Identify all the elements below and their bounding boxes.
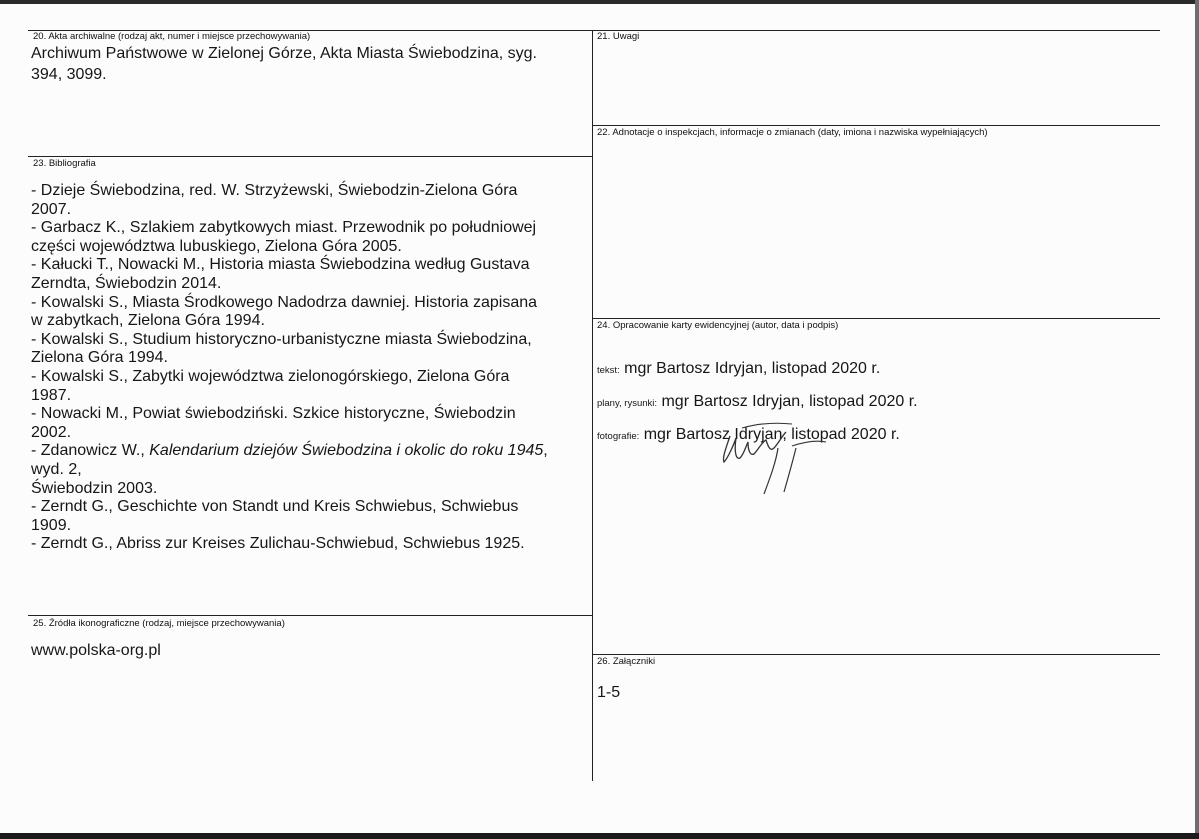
zdanowicz-prefix: - Zdanowicz W., — [31, 442, 150, 460]
scan-edge-top — [0, 0, 1199, 4]
bibliography-line: 2007. — [31, 200, 72, 218]
author-row-value: mgr Bartosz Idryjan, listopad 2020 r. — [624, 360, 881, 377]
bibliography-line: w zabytkach, Zielona Góra 1994. — [31, 312, 265, 330]
author-row-tekst — [597, 360, 880, 378]
bibliography-line: - Kowalski S., Zabytki województwa zielonogórskiego, Zielona Góra — [31, 367, 510, 385]
bibliography-line: - Zerndt G., Geschichte von Standt und Kreis Schwiebus, Schwiebus — [31, 498, 519, 516]
author-row-prefix: plany, rysunki: — [597, 398, 658, 409]
author-row-prefix: tekst: — [597, 365, 620, 376]
bibliography-line: 1987. — [31, 386, 72, 404]
scan-edge-right — [1195, 0, 1199, 839]
bibliography-line: wyd. 2, — [31, 460, 82, 478]
section-20-line: Archiwum Państwowe w Zielonej Górze, Akta Miasta Świebodzina, syg. — [31, 45, 537, 62]
section-21-label: 21. Uwagi — [597, 31, 640, 42]
section-22-label: 22. Adnotacje o inspekcjach, informacje o zmianach (daty, imiona i nazwiska wypełniających) — [597, 127, 988, 138]
bibliography-line: 2002. — [31, 423, 72, 441]
section-20-content — [31, 44, 591, 85]
zdanowicz-suffix: , — [543, 442, 548, 460]
section-20-label: 20. Akta archiwalne (rodzaj akt, numer i miejsce przechowywania) — [33, 31, 311, 42]
scan-edge-bottom — [0, 833, 1199, 839]
author-row-prefix: fotografie: — [597, 431, 640, 442]
bibliography-line: 1909. — [31, 516, 72, 534]
section-23-label: 23. Bibliografia — [33, 158, 96, 169]
bibliography-line: Zerndta, Świebodzin 2014. — [31, 274, 222, 292]
divider-s23 — [28, 156, 592, 157]
section-20-line: 394, 3099. — [31, 65, 107, 83]
bibliography-line: - Nowacki M., Powiat świebodziński. Szkice historyczne, Świebodzin — [31, 405, 516, 423]
handwritten-signature — [712, 418, 832, 498]
section-25-value: www.polska-org.pl — [31, 642, 161, 659]
bibliography-line: - Kowalski S., Miasta Środkowego Nadodrza dawniej. Historia zapisana — [31, 293, 538, 311]
bibliography-line: Zielona Góra 1994. — [31, 349, 168, 367]
center-divider — [592, 30, 593, 781]
section-26-label: 26. Załączniki — [597, 656, 656, 667]
bibliography-line-zdanowicz — [31, 442, 591, 461]
author-row-value: mgr Bartosz Idryjan, listopad 2020 r. — [643, 426, 900, 443]
bibliography-line: - Garbacz K., Szlakiem zabytkowych miast. Przewodnik po południowej — [31, 219, 537, 237]
bibliography-line: - Dzieje Świebodzina, red. W. Strzyżewski, Świebodzin-Zielona Góra — [31, 182, 518, 199]
bibliography-line: części województwa lubuskiego, Zielona Góra 2005. — [31, 237, 402, 255]
bibliography-line: Świebodzin 2003. — [31, 479, 158, 497]
zdanowicz-title: Kalendarium dziejów Świebodzina i okolic do roku 1945 — [149, 442, 544, 460]
author-row-plany — [597, 393, 918, 411]
divider-s22 — [592, 125, 1160, 126]
bibliography-list — [31, 182, 591, 554]
author-row-value: mgr Bartosz Idryjan, listopad 2020 r. — [661, 393, 918, 410]
section-25-label: 25. Źródła ikonograficzne (rodzaj, miejsce przechowywania) — [33, 618, 285, 629]
divider-s26 — [592, 654, 1160, 655]
section-24-label: 24. Opracowanie karty ewidencyjnej (autor, data i podpis) — [597, 320, 839, 331]
divider-s24 — [592, 318, 1160, 319]
bibliography-line: - Kowalski S., Studium historyczno-urbanistyczne miasta Świebodzina, — [31, 330, 532, 348]
bibliography-line: - Zerndt G., Abriss zur Kreises Zulichau-Schwiebud, Schwiebus 1925. — [31, 535, 525, 553]
bibliography-line: - Kałucki T., Nowacki M., Historia miasta Świebodzina według Gustava — [31, 256, 530, 274]
section-26-value: 1-5 — [597, 684, 621, 701]
divider-s25 — [28, 615, 592, 616]
